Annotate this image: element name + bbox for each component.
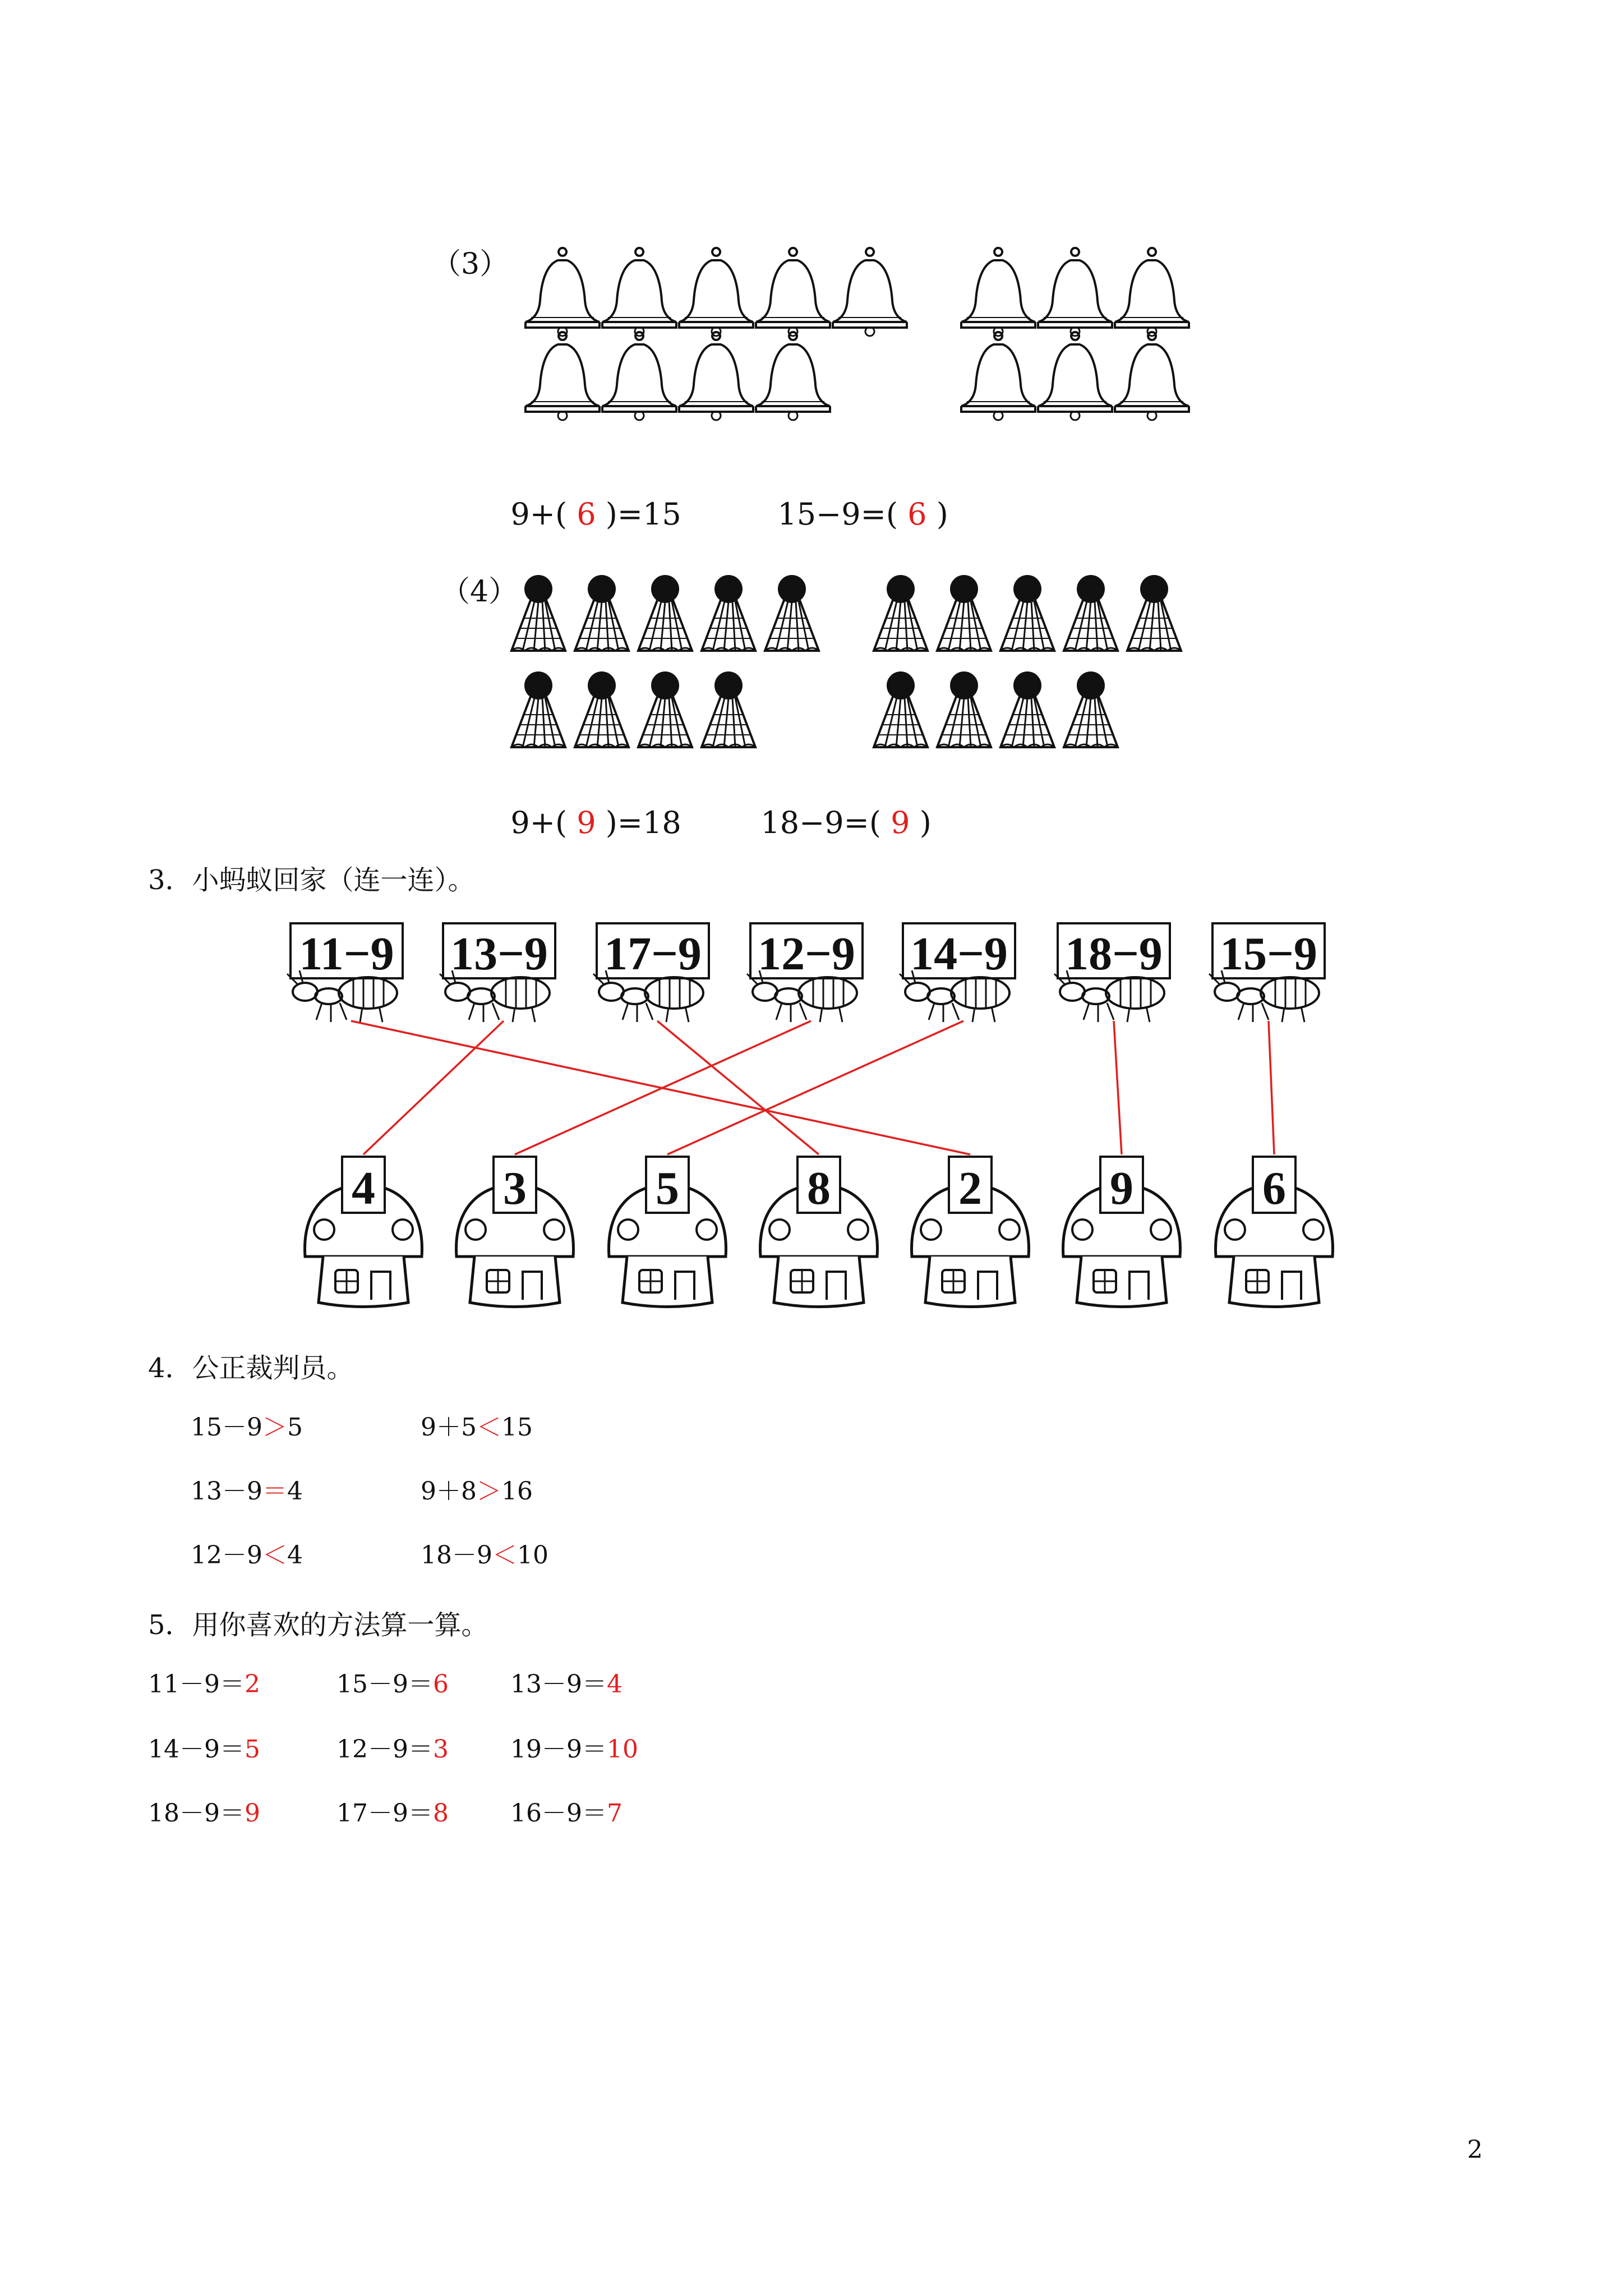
comparison-left: 9＋5 — [421, 1413, 477, 1442]
match-line — [1269, 1021, 1274, 1154]
ant-card — [1054, 923, 1170, 1022]
section-3-label: （3） — [432, 247, 509, 281]
comparison-left: 9＋8 — [421, 1477, 477, 1506]
mushroom-stem — [319, 1257, 408, 1307]
comparison-operator: ＞ — [262, 1413, 287, 1442]
house-number: 6 — [1262, 1162, 1286, 1214]
comparison-operator: ＜ — [477, 1413, 501, 1442]
calculation-expression: 17－9＝ — [336, 1799, 433, 1828]
calculation-item — [510, 1793, 623, 1829]
section-3-equation-1: 9+( 6 )=15 — [510, 496, 681, 532]
comparison-operator: ＞ — [477, 1477, 501, 1506]
comparison-left: 15－9 — [191, 1413, 262, 1442]
mushroom-stem — [1077, 1257, 1166, 1307]
mushroom-house — [912, 1157, 1029, 1307]
calculation-item — [148, 1729, 260, 1765]
comparison-right: 4 — [287, 1541, 303, 1570]
question-3-title: 3．小蚂蚁回家（连一连）。 — [148, 864, 475, 896]
ant-expression: 14−9 — [910, 928, 1008, 980]
question-5-title: 5．用你喜欢的方法算一算。 — [148, 1609, 488, 1641]
calculation-item — [336, 1664, 449, 1700]
answer: 6 — [907, 496, 927, 532]
ant-card — [287, 923, 403, 1022]
calculation-answer: 8 — [432, 1799, 449, 1828]
calculation-item — [510, 1729, 638, 1765]
answer: 9 — [891, 805, 910, 840]
calculation-expression: 13－9＝ — [510, 1670, 607, 1699]
match-line — [515, 1021, 811, 1154]
ant-card — [593, 923, 709, 1022]
calculation-answer: 3 — [432, 1735, 449, 1764]
calculation-answer: 2 — [244, 1670, 260, 1699]
mushroom-stem — [925, 1257, 1015, 1307]
ant-expression: 15−9 — [1220, 928, 1317, 980]
mushroom-house — [1063, 1157, 1181, 1307]
calculation-answer: 6 — [432, 1670, 449, 1699]
mushroom-house — [457, 1157, 574, 1307]
calculation-expression: 16－9＝ — [510, 1799, 607, 1828]
calculation-expression: 11－9＝ — [148, 1670, 245, 1699]
comparison-right: 5 — [287, 1413, 303, 1442]
match-line — [363, 1021, 504, 1154]
calculation-expression: 15－9＝ — [336, 1670, 433, 1699]
comparison-item — [421, 1471, 533, 1507]
house-number: 8 — [807, 1162, 831, 1214]
question-4-title: 4．公正裁判员。 — [148, 1352, 354, 1384]
calculation-expression: 12－9＝ — [336, 1735, 433, 1764]
comparison-item — [191, 1407, 303, 1443]
mushroom-house — [1216, 1157, 1333, 1307]
calculation-answer: 7 — [606, 1799, 623, 1828]
match-line — [1114, 1021, 1122, 1154]
calculation-item — [336, 1729, 449, 1765]
ant-expression: 17−9 — [604, 928, 702, 980]
comparison-item — [191, 1471, 303, 1507]
house-number: 5 — [656, 1162, 679, 1214]
calculation-answer: 5 — [244, 1735, 260, 1764]
comparison-right: 16 — [501, 1477, 533, 1506]
section-4-equation-2: 18−9=( 9 ) — [760, 805, 932, 840]
comparison-operator: ＝ — [262, 1477, 287, 1506]
mushroom-stem — [470, 1257, 560, 1307]
calculation-item — [148, 1664, 260, 1700]
comparison-left: 12－9 — [191, 1541, 262, 1570]
comparison-item — [421, 1407, 533, 1443]
match-line — [667, 1021, 963, 1154]
mushroom-house — [609, 1157, 726, 1307]
mushroom-stem — [1229, 1257, 1319, 1307]
ant-card — [900, 923, 1015, 1022]
calculation-expression: 18－9＝ — [148, 1799, 245, 1828]
house-number: 4 — [352, 1162, 375, 1214]
mushroom-house — [760, 1157, 878, 1307]
calculation-item — [510, 1664, 623, 1700]
calculation-item — [336, 1793, 449, 1829]
section-4-equation-1: 9+( 9 )=18 — [510, 805, 681, 840]
ant-expression: 11−9 — [299, 928, 394, 980]
answer: 6 — [577, 496, 596, 532]
calculation-item — [148, 1793, 260, 1829]
ant-card — [747, 923, 863, 1022]
page-number: 2 — [1467, 2136, 1483, 2164]
section-3-equation-2: 15−9=( 6 ) — [777, 496, 948, 532]
comparison-item — [421, 1535, 548, 1571]
calculation-answer: 9 — [244, 1799, 260, 1828]
comparison-operator: ＜ — [262, 1541, 287, 1570]
calculation-answer: 4 — [606, 1670, 623, 1699]
ant-expression: 13−9 — [450, 928, 548, 980]
mushroom-stem — [774, 1257, 864, 1307]
ant-card — [1209, 923, 1325, 1022]
mushroom-stem — [623, 1257, 712, 1307]
ant-expression: 18−9 — [1065, 928, 1163, 980]
ant-card — [440, 923, 555, 1022]
mushroom-house — [305, 1157, 422, 1307]
answer: 9 — [577, 805, 596, 840]
house-number: 2 — [958, 1162, 982, 1214]
house-number: 3 — [503, 1162, 527, 1214]
comparison-left: 18－9 — [421, 1541, 492, 1570]
comparison-right: 4 — [287, 1477, 303, 1506]
calculation-answer: 10 — [606, 1735, 638, 1764]
ant-expression: 12−9 — [758, 928, 855, 980]
comparison-left: 13－9 — [191, 1477, 262, 1506]
comparison-right: 10 — [517, 1541, 548, 1570]
comparison-operator: ＜ — [492, 1541, 517, 1570]
house-number: 9 — [1110, 1162, 1133, 1214]
comparison-item — [191, 1535, 303, 1571]
section-4-label: （4） — [441, 575, 518, 609]
calculation-expression: 19－9＝ — [510, 1735, 607, 1764]
match-line — [657, 1021, 819, 1154]
comparison-right: 15 — [501, 1413, 533, 1442]
calculation-expression: 14－9＝ — [148, 1735, 245, 1764]
